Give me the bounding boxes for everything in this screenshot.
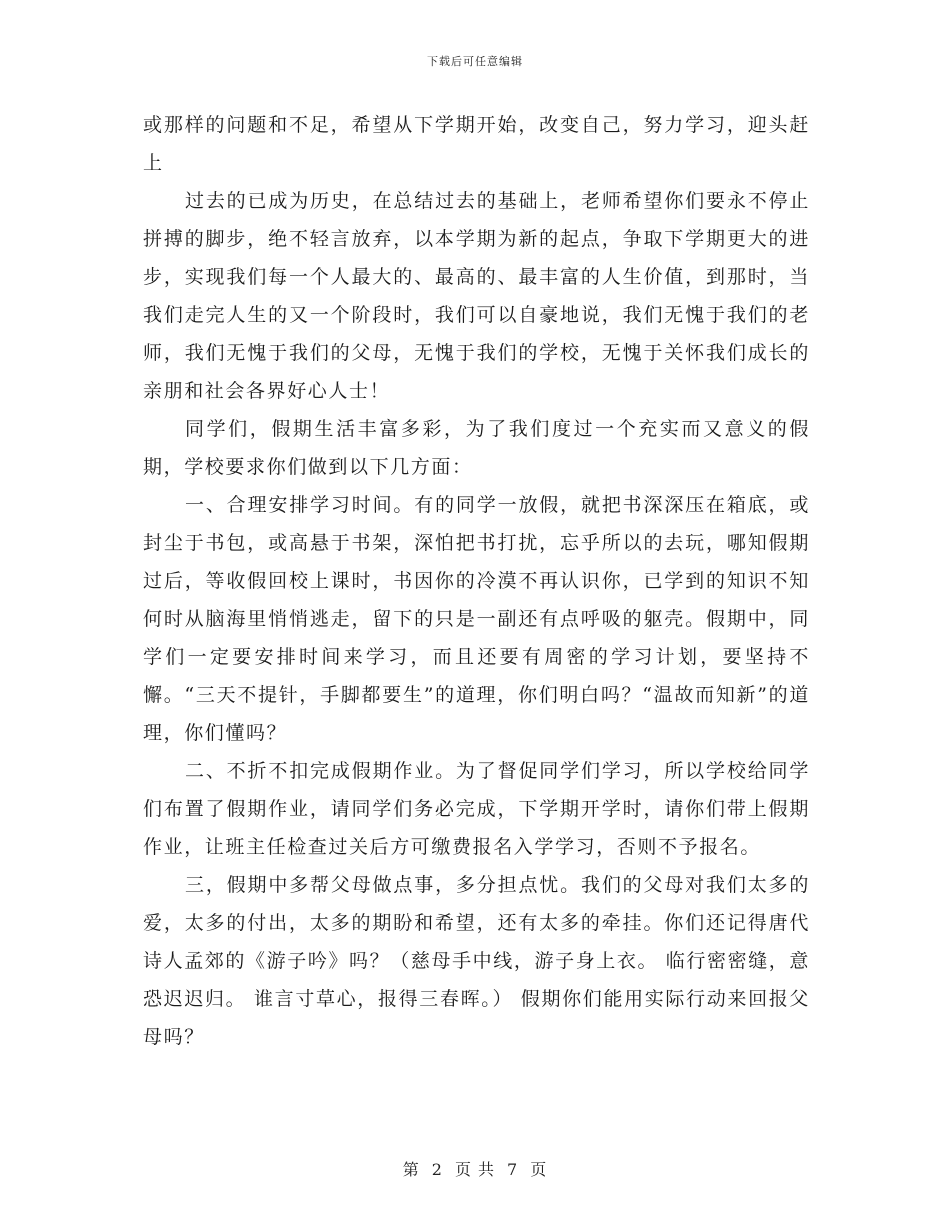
paragraph: 同学们，假期生活丰富多彩，为了我们度过一个充实而又意义的假期，学校要求你们做到以下几方面：: [143, 418, 810, 478]
footer-prefix: 第: [402, 1160, 420, 1179]
footer-total-pages: 7: [507, 1160, 519, 1179]
paragraph: 过去的已成为历史，在总结过去的基础上，老师希望你们要永不停止拼搏的脚步，绝不轻言放弃，以本学期为新的起点，争取下学期更大的进步，实现我们每一个人最大的、最高的、最丰富的人生价值，到那时，当我们走完人生的又一个阶段时，我们可以自豪地说，我们无愧于我们的老师，我们无愧于我们的父母，无愧于我们的学校，无愧于关怀我们成长的亲朋和社会各界好心人士！: [143, 190, 810, 402]
footer-page-number: 2: [431, 1160, 443, 1179]
footer-middle: 页 共: [454, 1160, 496, 1179]
paragraph: 二、不折不扣完成假期作业。为了督促同学们学习，所以学校给同学们布置了假期作业，请同学们务必完成，下学期开学时，请你们带上假期作业，让班主任检查过关后方可缴费报名入学学习，否则不予报名。: [143, 760, 810, 858]
footer-suffix: 页: [530, 1160, 548, 1179]
paragraph: 或那样的问题和不足，希望从下学期开始，改变自己，努力学习，迎头赶上: [143, 114, 810, 174]
page-footer: [0, 1157, 950, 1180]
paragraph: 三，假期中多帮父母做点事，多分担点忧。我们的父母对我们太多的爱，太多的付出，太多的期盼和希望，还有太多的牵挂。你们还记得唐代诗人孟郊的《游子吟》吗？（慈母手中线，游子身上衣。 临行密密缝，意恐迟迟归。 谁言寸草心，报得三春晖。） 假期你们能用实际行动来回报父母吗？: [143, 874, 810, 1048]
paragraph: 一、合理安排学习时间。有的同学一放假，就把书深深压在箱底，或封尘于书包，或高悬于书架，深怕把书打扰，忘乎所以的去玩，哪知假期过后，等收假回校上课时，书因你的冷漠不再认识你，已学到的知识不知何时从脑海里悄悄逃走，留下的只是一副还有点呼吸的躯壳。假期中，同学们一定要安排时间来学习，而且还要有周密的学习计划，要坚持不懈。“三天不提针，手脚都要生”的道理，你们明白吗？“温故而知新”的道理，你们懂吗？: [143, 494, 810, 744]
document-body: [143, 106, 810, 1056]
page-header: 下载后可任意编辑: [427, 55, 523, 68]
